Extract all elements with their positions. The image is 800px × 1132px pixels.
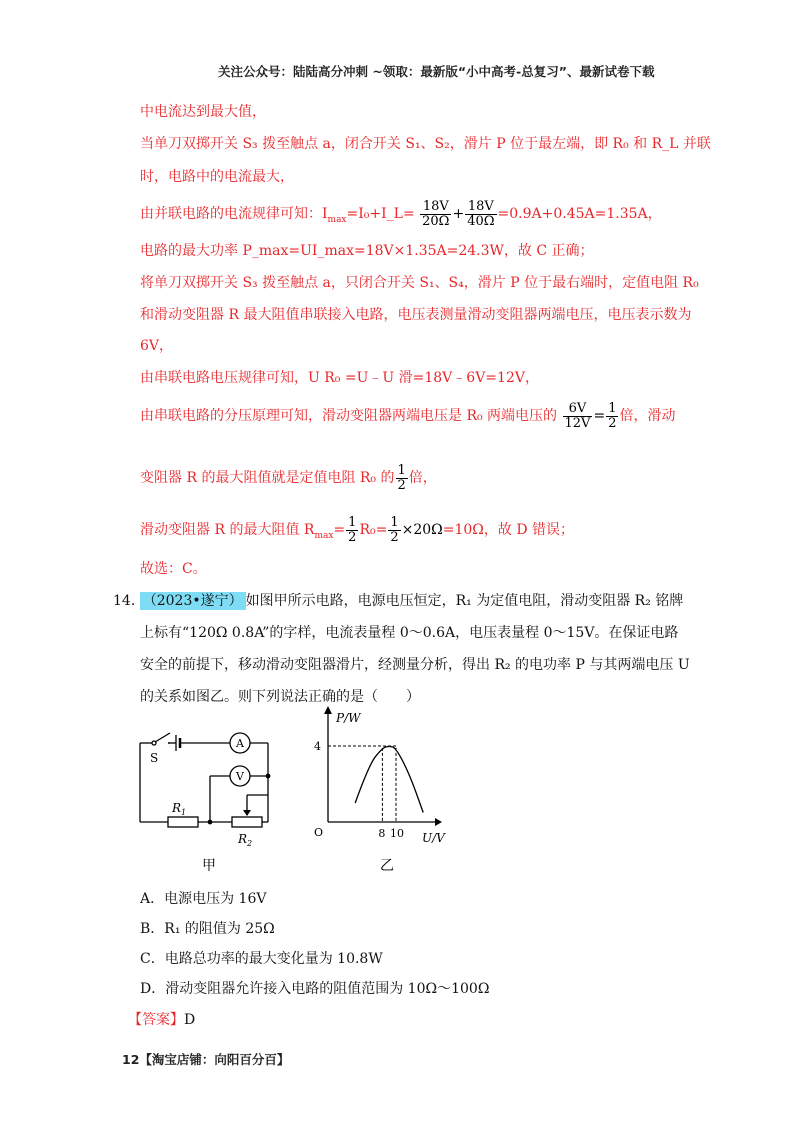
fraction-18v-20ohm: $\frac{18V}{20\Omega}$: [422, 198, 450, 229]
solution-line-5: 电路的最大功率 P_max=UI_max=18V×1.35A=24.3W，故 C 正确；: [140, 243, 594, 259]
solution-line-10: 由串联电路的分压原理可知，滑动变阻器两端电压是 R₀ 两端电压的 $\frac{6V}{12V}$ = $\frac{1}{2}$ 倍，滑动: [140, 400, 676, 431]
fraction-one-half: $\frac{1}{2}$: [390, 514, 399, 545]
switch-lever: [155, 733, 170, 742]
page-header: 关注公众号：陆陆高分冲刺 ~领取：最新版“小中高考-总复习”、最新试卷下载: [218, 64, 655, 79]
power-curve: [355, 746, 423, 812]
option-c: C．电路总功率的最大变化量为 10.8W: [140, 951, 383, 967]
label-switch: S: [150, 751, 159, 765]
slider-arrow: [243, 810, 251, 816]
answer-value: D: [184, 1012, 196, 1028]
x-tick-8: 8: [378, 827, 386, 840]
caption-graph: 乙: [380, 858, 394, 874]
x-axis-label: U/V: [422, 831, 445, 845]
y-tick-4: 4: [314, 740, 321, 753]
answer: [128, 1009, 195, 1029]
x-tick-10: 10: [390, 827, 404, 840]
circuit-diagram: [130, 720, 290, 880]
label-r1: $R_1$: [172, 801, 187, 817]
solution-line-8: 6V，: [140, 338, 174, 354]
solution-conclusion: 故选：C。: [140, 561, 207, 577]
page-footer: [122, 1050, 289, 1068]
fraction-one-half: $\frac{1}{2}$: [608, 400, 617, 431]
label-voltmeter: V: [236, 770, 244, 783]
solution-line-7: 和滑动变阻器 R 最大阻值串联接入电路，电压表测量滑动变阻器两端电压，电压表示数为: [140, 307, 692, 323]
question-line-2: 上标有“120Ω 0.8A”的字样，电流表量程 0～0.6A，电压表量程 0～15V。在保证电路: [140, 625, 679, 641]
resistor-r1: [168, 817, 198, 827]
source-tag: （2023•遂宁）: [140, 592, 246, 610]
solution-line-9: 由串联电路电压规律可知，U R₀ =U﹣U 滑=18V﹣6V=12V，: [140, 370, 539, 386]
solution-line-3: 时，电路中的电流最大，: [140, 169, 294, 185]
solution-line-11: 变阻器 R 的最大阻值就是定值电阻 R₀ 的 $\frac{1}{2}$ 倍，: [140, 462, 437, 493]
label-ammeter: A: [236, 737, 244, 750]
solution-line-2: 当单刀双掷开关 S₃ 拨至触点 a，闭合开关 S₁、S₂，滑片 P 位于最左端，即 R₀ 和 R_L 并联: [140, 136, 711, 152]
y-axis-arrow: [324, 706, 332, 714]
solution-line-12: 滑动变阻器 R 的最大阻值 $R_{max}=$ $\frac{1}{2}$ R₀= $\frac{1}{2}$ ×20Ω=10Ω，故 D 错误；: [140, 514, 575, 545]
question-line-1: 14. （2023•遂宁） 如图甲所示电路，电源电压恒定，R₁ 为定值电阻，滑动变阻器 R₂ 铭牌: [113, 593, 684, 609]
question-number: 14.: [113, 593, 136, 609]
option-d: D．滑动变阻器允许接入电路的阻值范围为 10Ω～100Ω: [140, 981, 490, 997]
caption-circuit: 甲: [202, 858, 216, 874]
power-voltage-graph: [300, 700, 470, 880]
page-number: 12: [122, 1052, 140, 1067]
x-axis-arrow: [435, 818, 442, 826]
question-line-4: 的关系如图乙。则下列说法正确的是（ ）: [140, 689, 420, 705]
option-a: A．电源电压为 16V: [140, 891, 267, 907]
rheostat-r2: [232, 817, 262, 827]
fraction-one-half: $\frac{1}{2}$: [348, 514, 357, 545]
answer-label: 【答案】: [128, 1012, 184, 1028]
y-axis-label: P/W: [336, 711, 361, 725]
solution-line-1: 中电流达到最大值，: [140, 104, 266, 120]
origin-label: O: [314, 826, 324, 839]
solution-line-4: 由并联电路的电流规律可知：$I_{max}=I_0+I\_L=$ $\frac{18V}{20\Omega}$ + $\frac{18V}{40\Omega}$ =0.9A+0.45A=1.35A，: [140, 198, 662, 229]
fraction-18v-40ohm: $\frac{18V}{40\Omega}$: [467, 198, 495, 229]
solution-line-6: 将单刀双掷开关 S₃ 拨至触点 a，只闭合开关 S₁、S₄，滑片 P 位于最右端时，定值电阻 R₀: [140, 275, 699, 291]
fraction-6v-12v: $\frac{6V}{12V}$: [564, 400, 591, 431]
label-r2: $R_2$: [238, 832, 253, 848]
fraction-one-half: $\frac{1}{2}$: [397, 462, 406, 493]
shop-name: 【淘宝店铺：向阳百分百】: [139, 1052, 290, 1067]
question-line-3: 安全的前提下，移动滑动变阻器滑片，经测量分析，得出 R₂ 的电功率 P 与其两端电压 U: [140, 657, 690, 673]
option-b: B．R₁ 的阻值为 25Ω: [140, 921, 275, 937]
